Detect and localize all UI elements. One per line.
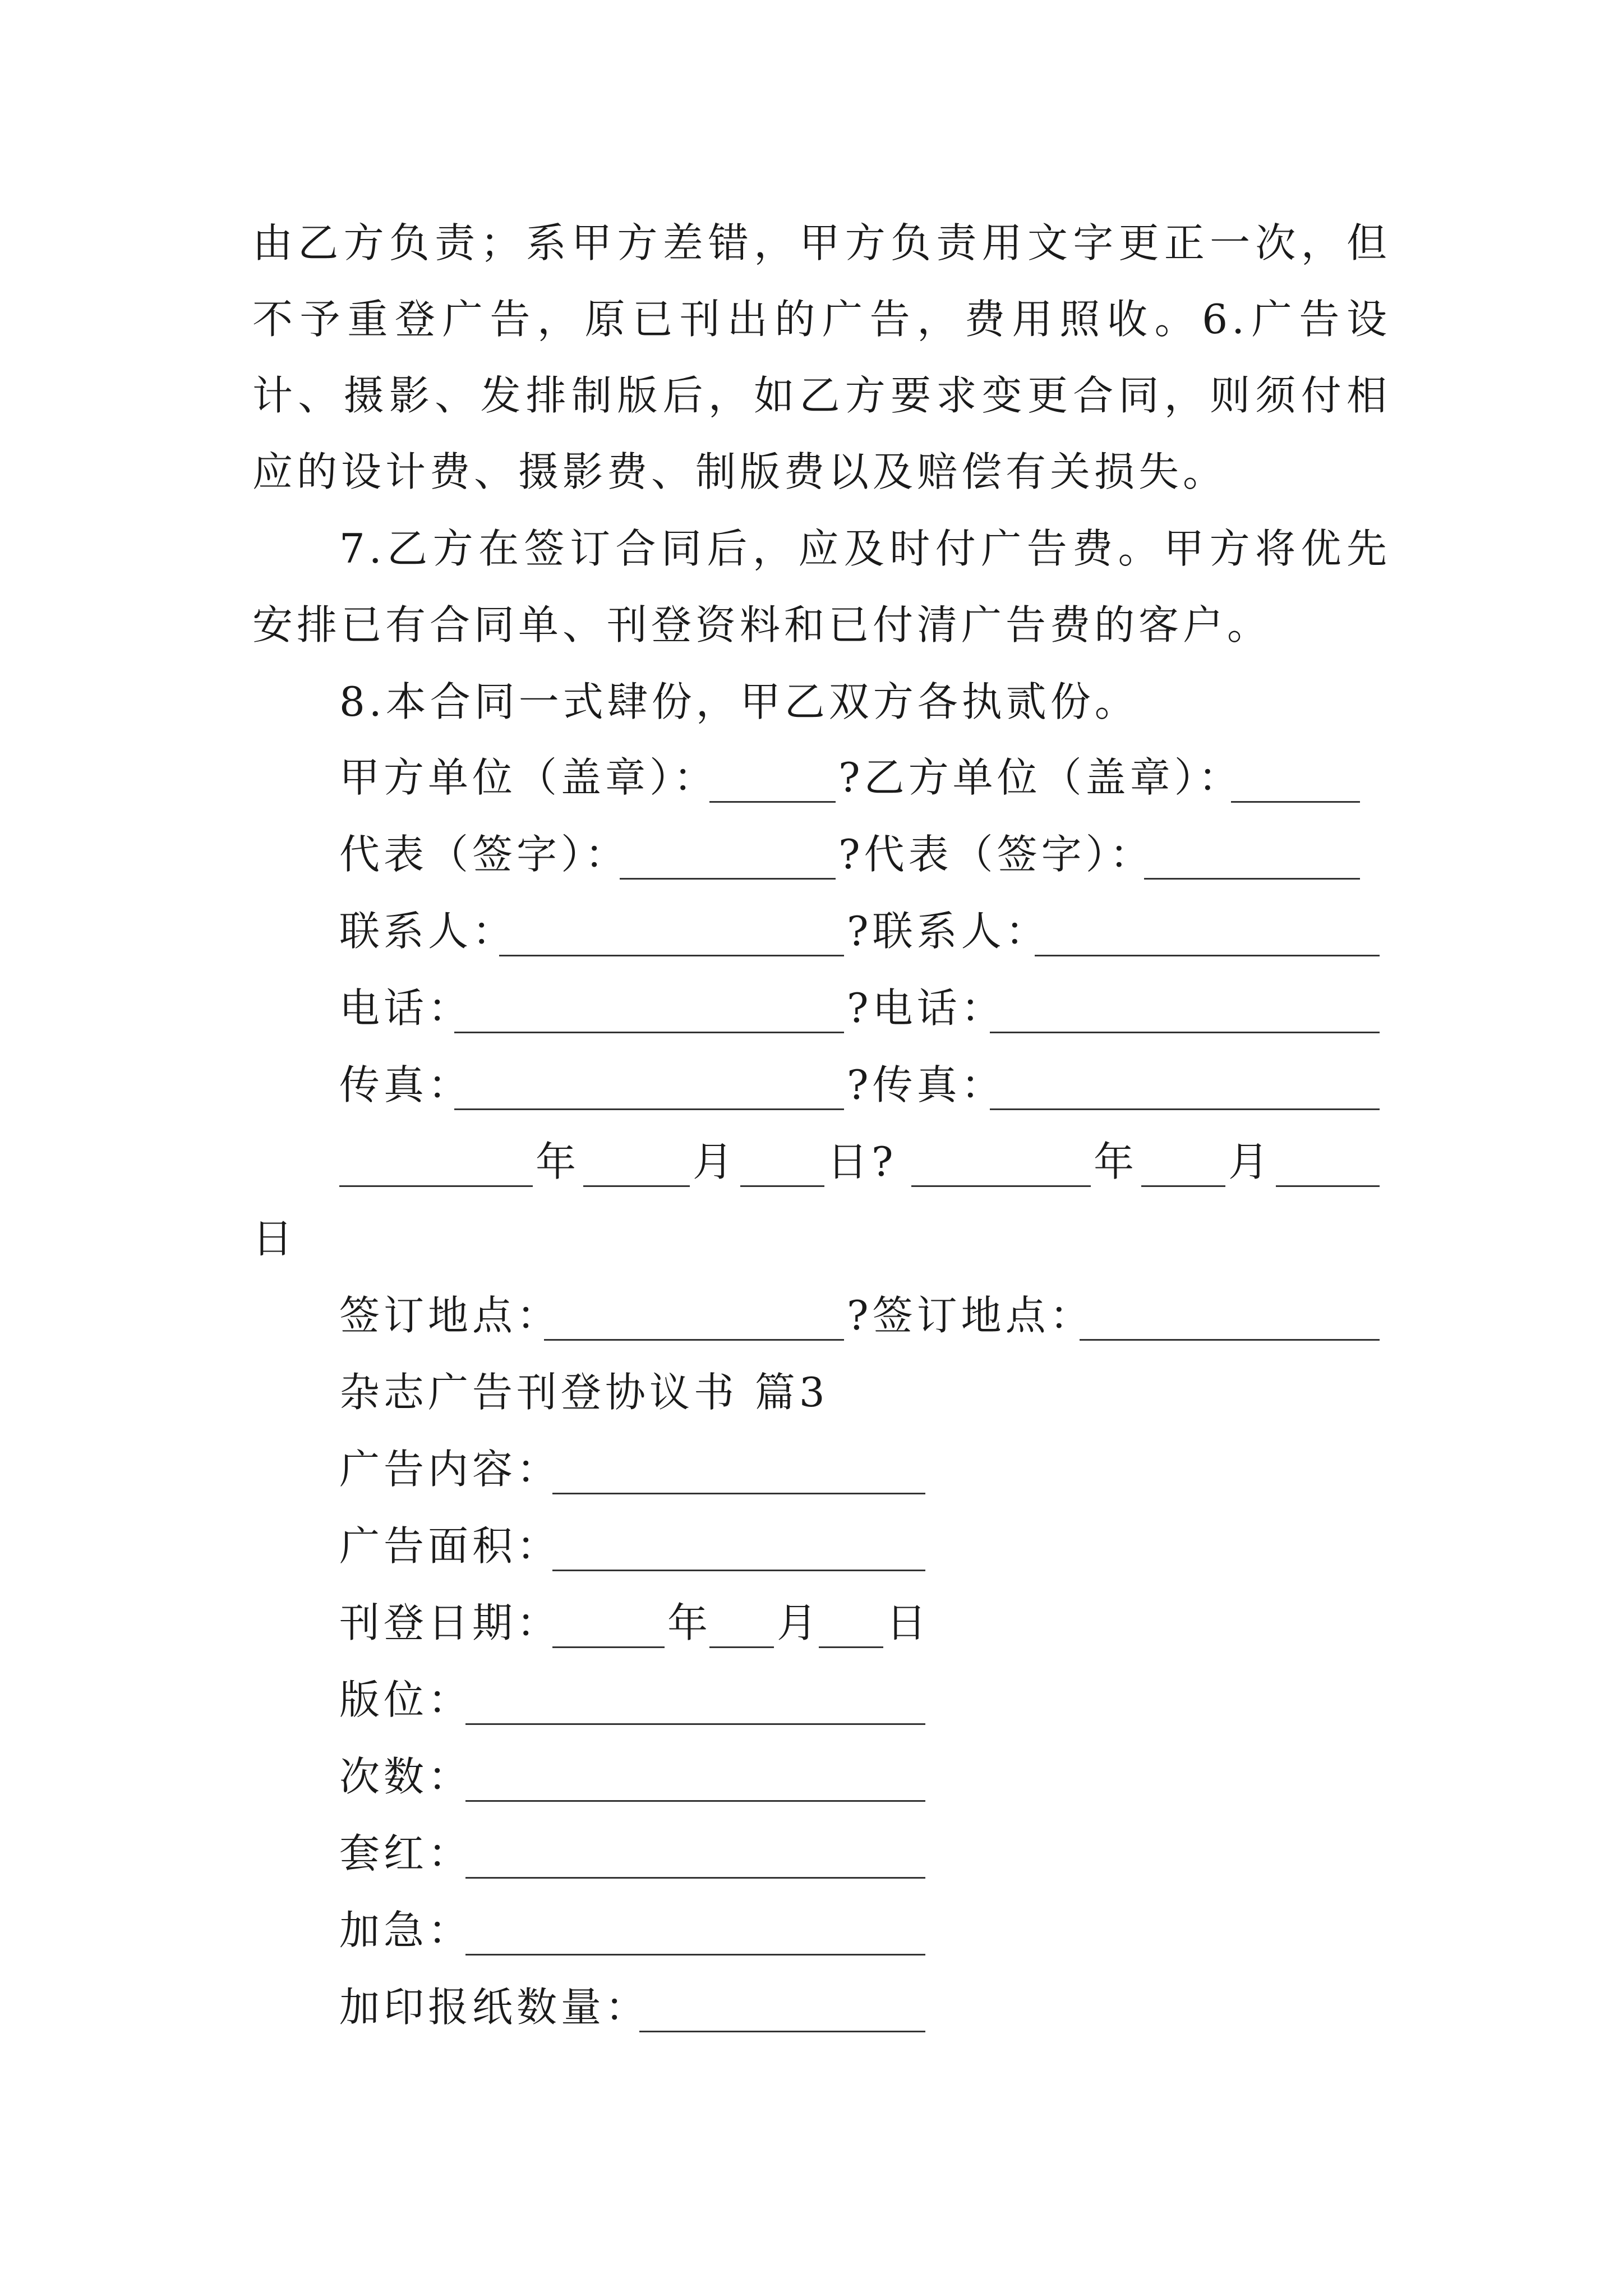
party-b-place-line[interactable] [1080,1339,1380,1341]
urgent-label: 加急： [339,1907,473,1954]
party-a-month-label: 月 [693,1138,737,1185]
party-a-phone-label: 电话： [339,984,473,1032]
publish-month-label: 月 [777,1599,822,1646]
party-a-unit-label: 甲方单位（盖章）： [339,754,718,801]
party-a-month-line[interactable] [583,1185,690,1187]
publish-year-line[interactable] [552,1646,665,1648]
publish-day-label: 日 [886,1599,931,1646]
publish-year-label: 年 [667,1599,712,1646]
party-b-contact-label: ?联系人： [847,908,1050,955]
ad-content-label: 广告内容： [339,1446,561,1493]
publish-day-line[interactable] [819,1646,883,1648]
party-a-phone-line[interactable] [454,1032,844,1033]
party-a-rep-label: 代表（签字）： [339,831,630,878]
clause-paragraph-8: 8.本合同一式肆份，甲乙双方各执贰份。 [339,678,1139,725]
section-title: 杂志广告刊登协议书 篇3 [339,1369,829,1416]
party-b-place-label: ?签订地点： [847,1292,1094,1339]
publish-date-label: 刊登日期： [339,1599,561,1646]
urgent-line[interactable] [465,1954,925,1955]
party-b-day-label: 日 [252,1215,297,1262]
extra-print-line[interactable] [639,2031,925,2032]
party-b-rep-label: ?代表（签字）： [838,831,1154,878]
party-b-year-line[interactable] [911,1185,1091,1187]
times-label: 次数： [339,1753,473,1800]
party-b-fax-label: ?传真： [847,1061,1006,1108]
party-a-fax-label: 传真： [339,1061,473,1108]
ad-area-line[interactable] [552,1570,925,1571]
times-line[interactable] [465,1800,925,1802]
party-b-month-line[interactable] [1141,1185,1225,1187]
party-b-year-label: 年 [1094,1138,1138,1185]
party-a-day-label: 日? [827,1138,897,1185]
party-a-rep-line[interactable] [620,878,836,880]
position-label: 版位： [339,1676,473,1723]
clause-paragraph-7: 7.乙方在签订合同后，应及时付广告费。甲方将优先安排已有合同单、刊登资料和已付清广告费的客户。 [252,525,1391,648]
party-a-year-line[interactable] [339,1185,533,1187]
red-print-label: 套红： [339,1830,473,1877]
party-b-phone-label: ?电话： [847,984,1006,1032]
party-a-contact-label: 联系人： [339,908,517,955]
party-a-day-line[interactable] [740,1185,824,1187]
party-b-day-line[interactable] [1276,1185,1380,1187]
party-b-month-label: 月 [1228,1138,1273,1185]
party-b-fax-line[interactable] [990,1108,1380,1110]
party-a-unit-line[interactable] [709,801,836,803]
ad-area-label: 广告面积： [339,1522,561,1570]
red-print-line[interactable] [465,1877,925,1879]
party-b-phone-line[interactable] [990,1032,1380,1033]
party-a-contact-line[interactable] [499,955,844,956]
party-b-unit-line[interactable] [1231,801,1360,803]
ad-content-line[interactable] [552,1493,925,1494]
party-b-unit-label: ?乙方单位（盖章）： [838,754,1243,801]
party-b-rep-line[interactable] [1144,878,1360,880]
party-a-fax-line[interactable] [454,1108,844,1110]
party-a-year-label: 年 [536,1138,580,1185]
position-line[interactable] [465,1723,925,1725]
publish-month-line[interactable] [709,1646,774,1648]
party-b-contact-line[interactable] [1035,955,1380,956]
party-a-place-label: 签订地点： [339,1292,561,1339]
extra-print-label: 加印报纸数量： [339,1984,650,2031]
clause-paragraph-5-6: 由乙方负责；系甲方差错，甲方负责用文字更正一次，但不予重登广告，原已刊出的广告，费用照收。6.广告设计、摄影、发排制版后，如乙方要求变更合同，则须付相应的设计费、摄影费、制版费以及赔偿有关损失。 [252,219,1391,495]
party-a-place-line[interactable] [544,1339,844,1341]
